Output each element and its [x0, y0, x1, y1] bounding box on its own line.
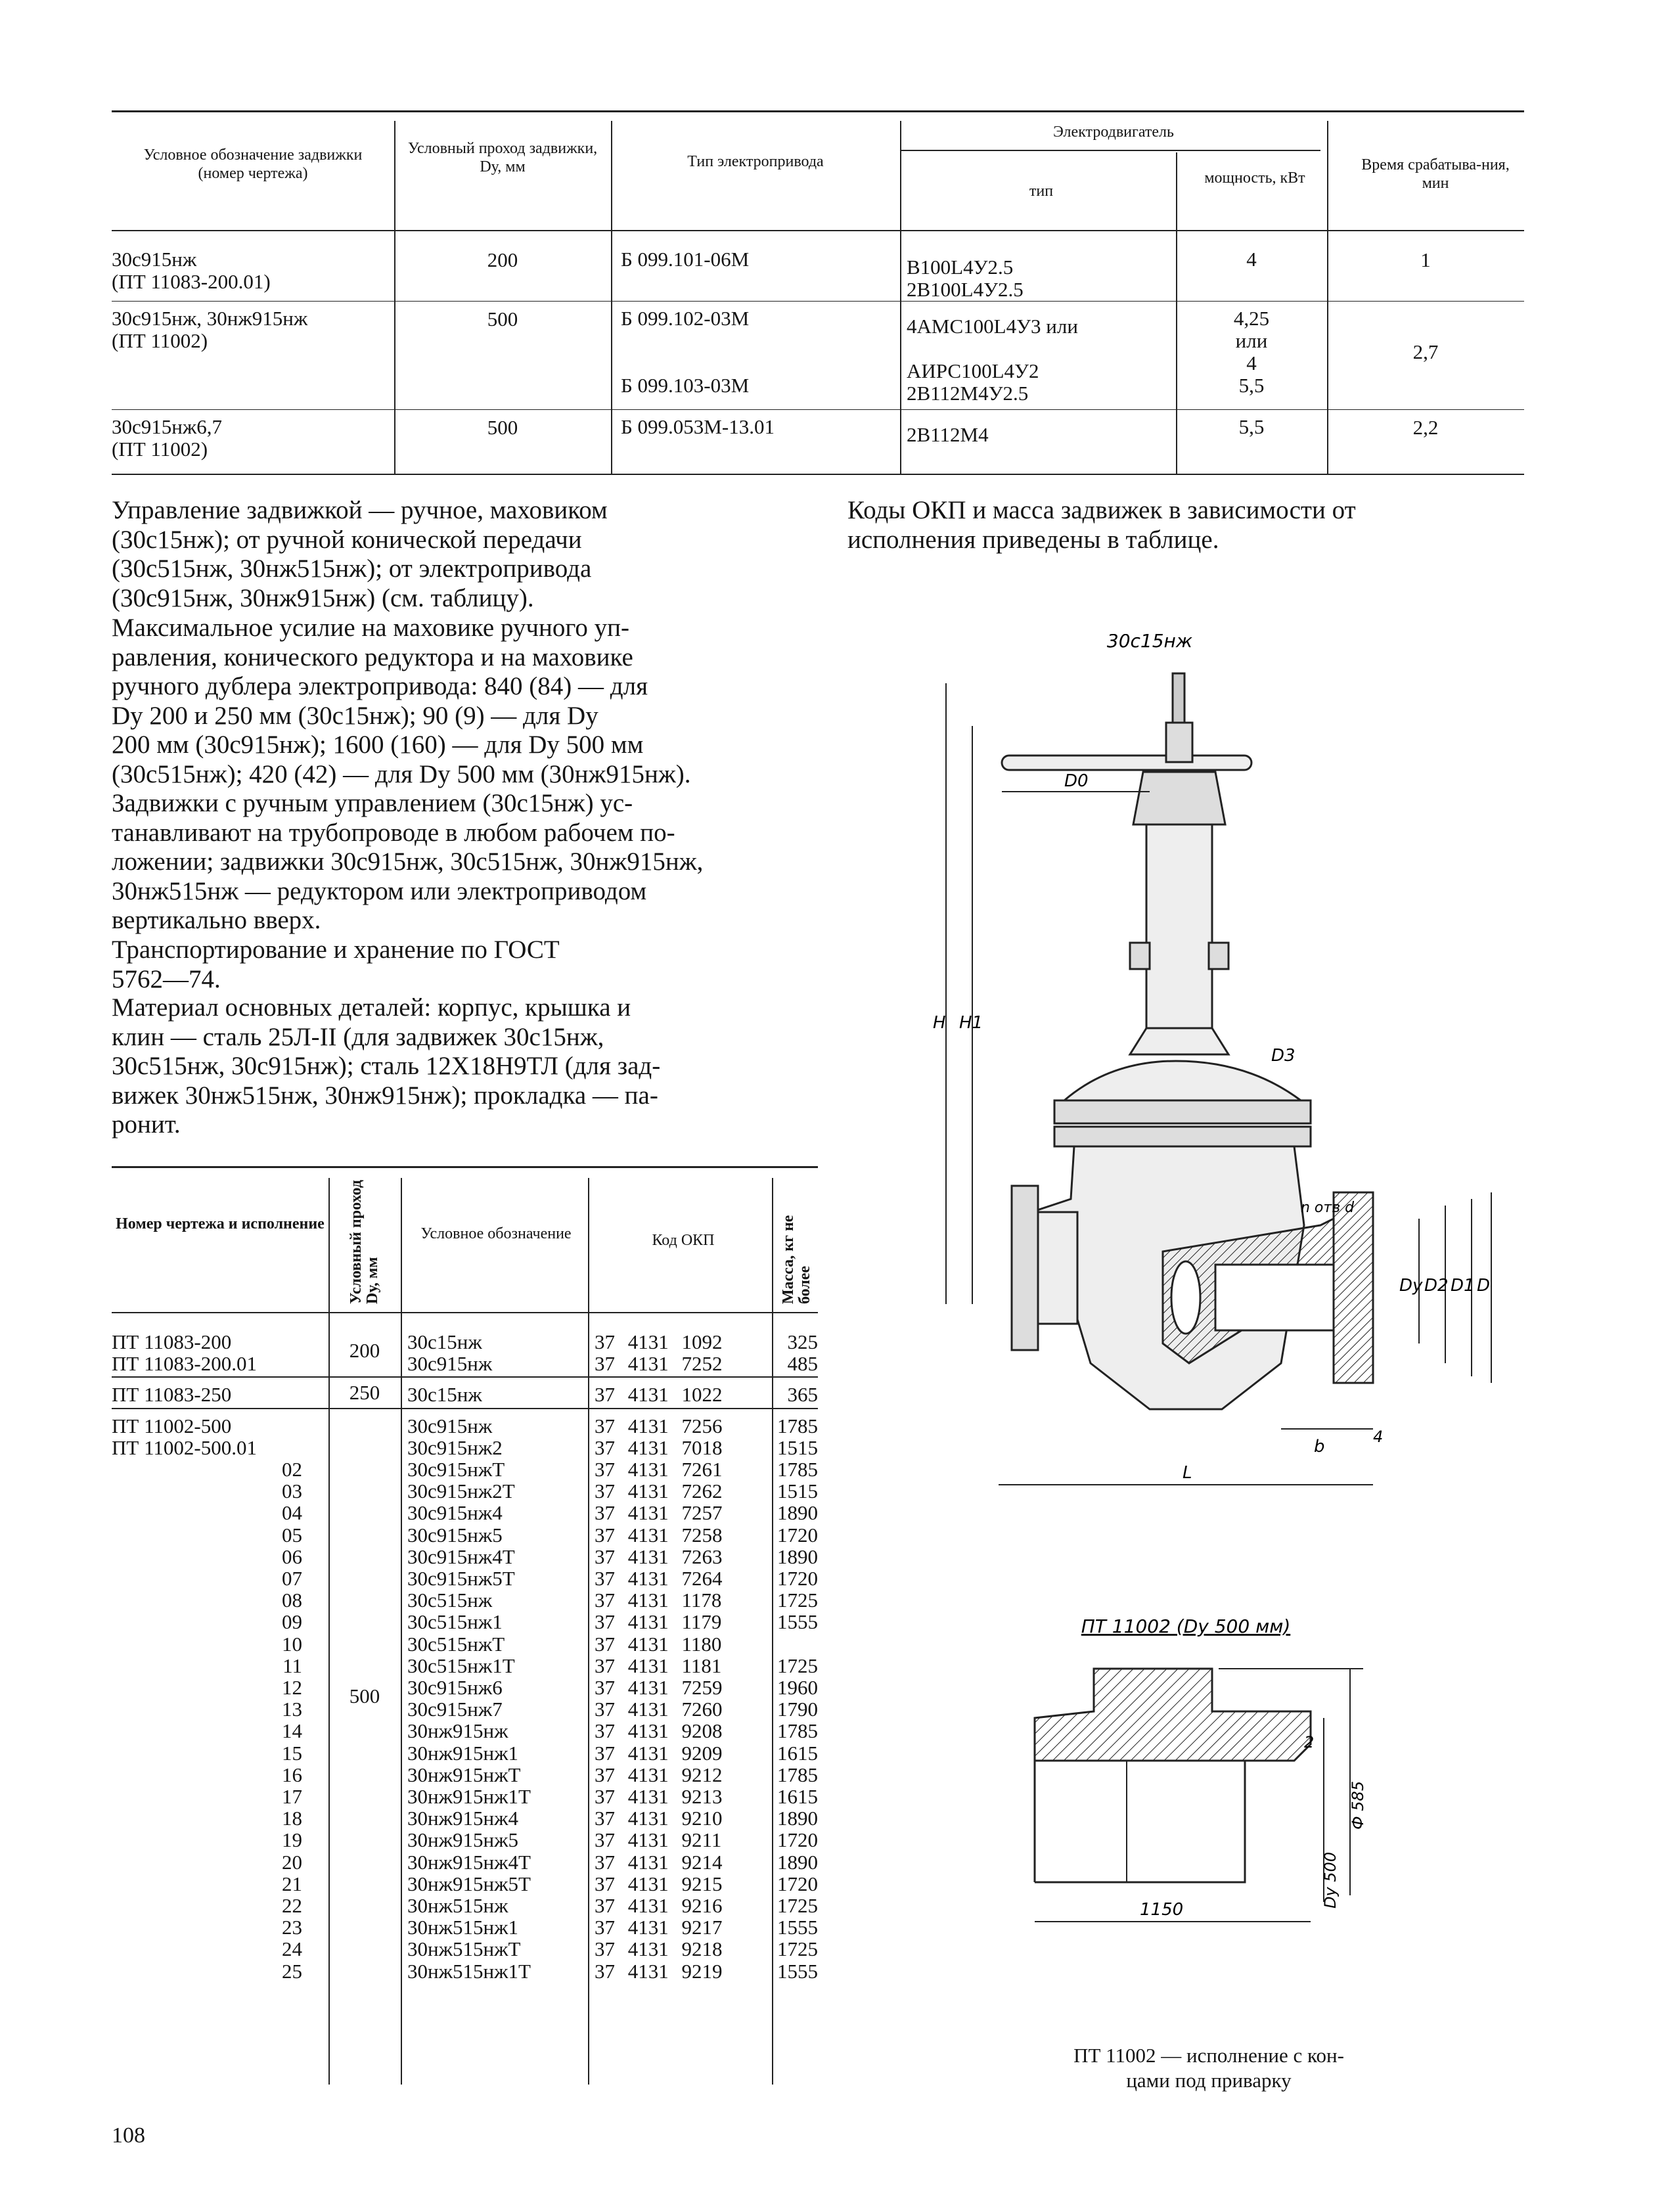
- stem-nut: [1173, 673, 1184, 726]
- row-designation: 30нж515нж1: [407, 1916, 519, 1939]
- row-okp-code: 37 4131 9217: [595, 1916, 723, 1939]
- row-mass: 1725: [777, 1589, 818, 1612]
- row-designation: 30нж915нж5: [407, 1828, 519, 1852]
- row-okp-code: 37 4131 9209: [595, 1741, 723, 1765]
- group-rule: [112, 1376, 818, 1378]
- row-designation: 30нж915нж1Т: [407, 1785, 531, 1808]
- text-line: Управление задвижкой — ручное, маховиком: [112, 496, 608, 524]
- text-line: вижек 30нж515нж, 30нж915нж); прокладка — па-: [112, 1081, 658, 1110]
- right-flange: [1334, 1192, 1373, 1383]
- row-designation: 30с915нж6: [407, 1676, 503, 1699]
- text-line: (30с915нж, 30нж915нж) (см. таблицу).: [112, 583, 534, 612]
- text-line: Максимальное усилие на маховике ручного уп-: [112, 614, 630, 642]
- weld-end-drawing-svg: [1022, 1613, 1389, 1954]
- row-mass: 485: [787, 1352, 818, 1376]
- cell-actuator: Б 099.102-03М: [621, 307, 750, 330]
- row-mass: 1790: [777, 1698, 818, 1721]
- row-number: 22: [282, 1894, 302, 1917]
- text-line: 5762—74.: [112, 964, 221, 993]
- cell-power: 5,5: [1238, 374, 1265, 397]
- label-d0: D0: [1064, 771, 1089, 791]
- row-okp-code: 37 4131 9211: [595, 1828, 722, 1852]
- row-designation: 30нж915нж: [407, 1719, 508, 1743]
- row-number: 05: [282, 1523, 302, 1546]
- row-designation: 30с515нж1: [407, 1610, 503, 1634]
- row-designation: 30с915нж4: [407, 1501, 503, 1525]
- row-okp-code: 37 4131 9214: [595, 1850, 723, 1874]
- paragraph-okp-intro: [847, 496, 1537, 554]
- label-phi: Ф 585: [1349, 1780, 1367, 1830]
- cell-designation: 30с915нж: [112, 248, 197, 271]
- header-bore: Условный проход задвижки, Dу, мм: [407, 140, 598, 175]
- header-code: Код ОКП: [652, 1232, 715, 1249]
- table-rule: [112, 474, 1524, 475]
- cell-designation: (ПТ 11083-200.01): [112, 270, 271, 293]
- row-okp-code: 37 4131 7262: [595, 1479, 723, 1503]
- text-line: Задвижки с ручным управлением (30с15нж) ус-: [112, 789, 633, 817]
- label-nd: n отв d: [1301, 1200, 1355, 1216]
- row-okp-code: 37 4131 9210: [595, 1807, 723, 1830]
- text-line: 30нж515нж — редуктором или электроприводом: [112, 876, 647, 905]
- label-l: L: [1183, 1463, 1192, 1483]
- row-number: 04: [282, 1501, 302, 1525]
- row-designation: 30нж515нжТ: [407, 1937, 521, 1961]
- row-mass: 1720: [777, 1828, 818, 1852]
- caption-line: цами под приварку: [1126, 2069, 1292, 2092]
- row-mass: 325: [787, 1330, 818, 1353]
- actuator-table: [112, 110, 1524, 478]
- row-number: ПТ 11083-250: [112, 1383, 232, 1407]
- row-mass: 1615: [777, 1741, 818, 1765]
- label-d3: D3: [1271, 1046, 1296, 1066]
- row-okp-code: 37 4131 7256: [595, 1414, 723, 1437]
- table-rule: [112, 301, 1524, 302]
- text-line: 30с515нж, 30с915нж); сталь 12Х18Н9ТЛ (для зад-: [112, 1052, 661, 1080]
- row-mass: 1725: [777, 1654, 818, 1677]
- row-number: ПТ 11083-200: [112, 1330, 232, 1353]
- row-number: 03: [282, 1479, 302, 1503]
- row-designation: 30с915нж2Т: [407, 1479, 515, 1503]
- row-number: 19: [282, 1828, 302, 1852]
- okp-table: [112, 1166, 818, 2086]
- row-number: 14: [282, 1719, 302, 1743]
- row-okp-code: 37 4131 7264: [595, 1567, 723, 1590]
- row-mass: 1555: [777, 1916, 818, 1939]
- column-divider: [401, 1178, 402, 2085]
- cell-designation: (ПТ 11002): [112, 329, 208, 352]
- row-mass: 1720: [777, 1567, 818, 1590]
- row-okp-code: 37 4131 7258: [595, 1523, 723, 1546]
- label-four: 4: [1373, 1428, 1384, 1446]
- text-line: ложении; задвижки 30с915нж, 30с515нж, 30нж915нж,: [112, 847, 704, 876]
- cell-time: 1: [1420, 248, 1431, 271]
- cell-motor: 4АМС100L4У3 или: [907, 315, 1078, 338]
- caption-line: ПТ 11002 — исполнение с кон-: [1073, 2044, 1344, 2067]
- page-number: 108: [112, 2123, 145, 2148]
- text-line: вертикально вверх.: [112, 906, 321, 934]
- row-number: 17: [282, 1785, 302, 1808]
- header-mass: Масса, кг не более: [780, 1215, 814, 1304]
- row-okp-code: 37 4131 7260: [595, 1698, 723, 1721]
- cell-power: 4: [1246, 351, 1257, 374]
- column-divider: [328, 1178, 330, 2085]
- table-rule: [112, 230, 1524, 231]
- row-designation: 30с15нж: [407, 1383, 482, 1407]
- label-d: D: [1477, 1276, 1491, 1296]
- cell-motor: 2В100L4У2.5: [907, 278, 1024, 301]
- group-bore: 500: [349, 1684, 380, 1708]
- label-h: H: [933, 1013, 946, 1033]
- row-designation: 30нж915нжТ: [407, 1763, 521, 1786]
- paragraph-installation: [112, 789, 818, 936]
- row-designation: 30нж915нж5Т: [407, 1872, 531, 1895]
- header-designation: Условное обозначение: [420, 1225, 572, 1242]
- row-number: 24: [282, 1937, 302, 1961]
- cell-actuator: Б 099.103-03М: [621, 374, 750, 397]
- group-bore: 250: [349, 1381, 380, 1404]
- row-okp-code: 37 4131 9219: [595, 1959, 723, 1983]
- row-okp-code: 37 4131 1180: [595, 1632, 722, 1656]
- header-designation: Условное обозначение задвижки (номер чертежа): [143, 147, 363, 182]
- row-okp-code: 37 4131 7252: [595, 1352, 723, 1376]
- row-number: 12: [282, 1676, 302, 1699]
- row-okp-code: 37 4131 9212: [595, 1763, 723, 1786]
- group-rule: [112, 1408, 818, 1409]
- cell-power: или: [1235, 329, 1268, 352]
- row-mass: 1890: [777, 1850, 818, 1874]
- row-okp-code: 37 4131 7259: [595, 1676, 723, 1699]
- row-mass: 1725: [777, 1894, 818, 1917]
- row-okp-code: 37 4131 1022: [595, 1383, 723, 1407]
- paragraph-material: [112, 993, 818, 1140]
- cell-motor: В100L4У2.5: [907, 256, 1014, 279]
- cell-actuator: Б 099.053М-13.01: [621, 415, 775, 438]
- table-rule: [112, 1312, 818, 1313]
- header-motor-power: мощность, кВт: [1204, 169, 1305, 187]
- row-mass: 1515: [777, 1435, 818, 1459]
- row-mass: 365: [787, 1383, 818, 1407]
- cell-motor: 2В112М4: [907, 423, 989, 446]
- cell-designation: (ПТ 11002): [112, 438, 208, 461]
- handwheel: [1002, 756, 1251, 770]
- row-okp-code: 37 4131 1179: [595, 1610, 722, 1634]
- row-number: 20: [282, 1850, 302, 1874]
- header-bore: Условный проход Dу, мм: [348, 1179, 382, 1304]
- row-okp-code: 37 4131 7257: [595, 1501, 723, 1525]
- table-rule: [112, 1166, 818, 1168]
- row-okp-code: 37 4131 9208: [595, 1719, 723, 1743]
- row-mass: 1890: [777, 1807, 818, 1830]
- header-motor-type: тип: [1029, 183, 1054, 200]
- row-number: 16: [282, 1763, 302, 1786]
- table-rule: [112, 110, 1524, 112]
- cell-designation: 30с915нж, 30нж915нж: [112, 307, 308, 330]
- row-designation: 30с915нж5Т: [407, 1567, 515, 1590]
- bonnet: [1064, 1061, 1301, 1100]
- cell-motor: АИРС100L4У2: [907, 359, 1039, 382]
- label-len: 1150: [1140, 1900, 1184, 1920]
- cell-power: 5,5: [1238, 415, 1265, 438]
- label-dy500: Dу 500: [1321, 1851, 1340, 1908]
- text-line: 200 мм (30с915нж); 1600 (160) — для Dу 500 мм: [112, 731, 644, 759]
- cell-time: 2,7: [1412, 340, 1439, 363]
- row-mass: 1515: [777, 1479, 818, 1503]
- label-dy: Dу: [1399, 1276, 1423, 1296]
- row-number: 09: [282, 1610, 302, 1634]
- cell-actuator: Б 099.101-06М: [621, 248, 750, 271]
- table-rule: [112, 409, 1524, 410]
- row-designation: 30с915нж2: [407, 1435, 503, 1459]
- row-number: 21: [282, 1872, 302, 1895]
- row-okp-code: 37 4131 7261: [595, 1458, 723, 1481]
- row-number: 08: [282, 1589, 302, 1612]
- label-d2: D2: [1424, 1276, 1449, 1296]
- cell-power: 4,25: [1233, 307, 1270, 330]
- row-number: 18: [282, 1807, 302, 1830]
- paragraph-control: [112, 496, 818, 613]
- row-okp-code: 37 4131 9213: [595, 1785, 723, 1808]
- row-designation: 30с515нжТ: [407, 1632, 505, 1656]
- label-h1: H1: [959, 1013, 983, 1033]
- row-designation: 30с515нж1Т: [407, 1654, 515, 1677]
- column-divider: [611, 121, 612, 474]
- row-designation: 30с915нж: [407, 1414, 493, 1437]
- row-mass: 1555: [777, 1959, 818, 1983]
- row-designation: 30с915нжТ: [407, 1458, 505, 1481]
- row-mass: 1720: [777, 1523, 818, 1546]
- row-designation: 30с915нж: [407, 1352, 493, 1376]
- paragraph-transport: [112, 936, 818, 994]
- text-line: ронит.: [112, 1110, 181, 1139]
- row-mass: 1720: [777, 1872, 818, 1895]
- row-mass: 1890: [777, 1545, 818, 1568]
- row-okp-code: 37 4131 1178: [595, 1589, 722, 1612]
- row-mass: 1960: [777, 1676, 818, 1699]
- left-flange: [1012, 1186, 1038, 1350]
- row-number: ПТ 11083-200.01: [112, 1352, 257, 1376]
- cell-motor: 2В112М4У2.5: [907, 382, 1029, 405]
- cell-power: 4: [1246, 248, 1257, 271]
- row-mass: 1785: [777, 1458, 818, 1481]
- drawing-title: 30с15нж: [1106, 634, 1193, 652]
- column-divider: [900, 121, 901, 474]
- text-line: Транспортирование и хранение по ГОСТ: [112, 936, 560, 964]
- cell-bore: 500: [487, 307, 518, 330]
- row-okp-code: 37 4131 1181: [595, 1654, 722, 1677]
- row-okp-code: 37 4131 9218: [595, 1937, 723, 1961]
- row-designation: 30нж915нж1: [407, 1741, 519, 1765]
- header-number: Номер чертежа и исполнение: [116, 1215, 325, 1232]
- text-line: Коды ОКП и масса задвижек в зависимости от: [847, 496, 1356, 524]
- row-designation: 30с915нж4Т: [407, 1545, 515, 1568]
- row-number: 02: [282, 1458, 302, 1481]
- drawing2-caption: [1012, 2043, 1406, 2093]
- text-line: исполнения приведены в таблице.: [847, 525, 1219, 554]
- label-b: b: [1314, 1437, 1325, 1456]
- row-mass: 1725: [777, 1937, 818, 1961]
- valve-drawing: [913, 634, 1518, 1508]
- row-number: 15: [282, 1741, 302, 1765]
- row-designation: 30нж915нж4Т: [407, 1850, 531, 1874]
- text-line: (30с515нж, 30нж515нж); от электропривода: [112, 554, 592, 583]
- table-rule: [900, 150, 1320, 151]
- row-designation: 30с15нж: [407, 1330, 482, 1353]
- row-number: 25: [282, 1959, 302, 1983]
- header-actuator-type: Тип электропривода: [687, 153, 824, 170]
- row-number: ПТ 11002-500: [112, 1414, 232, 1437]
- row-okp-code: 37 4131 7263: [595, 1545, 723, 1568]
- text-line: Материал основных деталей: корпус, крышка и: [112, 993, 631, 1022]
- cell-bore: 500: [487, 416, 518, 439]
- text-line: (30с515нж); 420 (42) — для Dу 500 мм (30нж915нж).: [112, 759, 691, 788]
- text-line: ручного дублера электропривода: 840 (84) — для: [112, 672, 648, 700]
- header-time: Время срабатыва-ния, мин: [1361, 156, 1510, 192]
- row-mass: 1785: [777, 1414, 818, 1437]
- row-number: 06: [282, 1545, 302, 1568]
- cell-bore: 200: [487, 248, 518, 271]
- row-number: ПТ 11002-500.01: [112, 1435, 257, 1459]
- wall-section: [1035, 1669, 1311, 1761]
- row-number: 11: [282, 1654, 302, 1677]
- label-d1: D1: [1451, 1276, 1475, 1296]
- row-number: 13: [282, 1698, 302, 1721]
- row-okp-code: 37 4131 7018: [595, 1435, 723, 1459]
- text-line: равления, конического редуктора и на маховике: [112, 643, 633, 671]
- label-two: 2: [1304, 1733, 1315, 1751]
- row-mass: 1890: [777, 1501, 818, 1525]
- group-bore: 200: [349, 1339, 380, 1363]
- column-divider: [588, 1178, 589, 2085]
- row-designation: 30с515нж: [407, 1589, 493, 1612]
- row-designation: 30нж515нж: [407, 1894, 508, 1917]
- paragraph-force: [112, 614, 818, 789]
- text-line: Dу 200 и 250 мм (30с15нж); 90 (9) — для Dу: [112, 701, 598, 730]
- row-designation: 30нж515нж1Т: [407, 1959, 531, 1983]
- yoke: [1146, 824, 1212, 1041]
- cell-designation: 30с915нж6,7: [112, 415, 223, 438]
- cell-time: 2,2: [1412, 416, 1439, 439]
- weld-end-drawing: [1022, 1613, 1389, 1954]
- row-mass: 1555: [777, 1610, 818, 1634]
- row-designation: 30с915нж7: [407, 1698, 503, 1721]
- row-mass: 1615: [777, 1785, 818, 1808]
- row-designation: 30с915нж5: [407, 1523, 503, 1546]
- drawing2-title: ПТ 11002 (Dу 500 мм): [1081, 1615, 1291, 1637]
- text-line: (30с15нж); от ручной конической передачи: [112, 525, 582, 554]
- row-designation: 30нж915нж4: [407, 1807, 519, 1830]
- row-number: 10: [282, 1632, 302, 1656]
- row-okp-code: 37 4131 9215: [595, 1872, 723, 1895]
- row-okp-code: 37 4131 1092: [595, 1330, 723, 1353]
- valve-drawing-svg: [913, 634, 1518, 1508]
- row-mass: 1785: [777, 1763, 818, 1786]
- row-okp-code: 37 4131 9216: [595, 1894, 723, 1917]
- row-number: 23: [282, 1916, 302, 1939]
- row-number: 07: [282, 1567, 302, 1590]
- text-line: танавливают на трубопроводе в любом рабочем по-: [112, 818, 675, 847]
- row-mass: 1785: [777, 1719, 818, 1743]
- header-motor-group: Электродвигатель: [1053, 124, 1174, 141]
- text-line: клин — сталь 25Л-II (для задвижек 30с15нж,: [112, 1022, 604, 1051]
